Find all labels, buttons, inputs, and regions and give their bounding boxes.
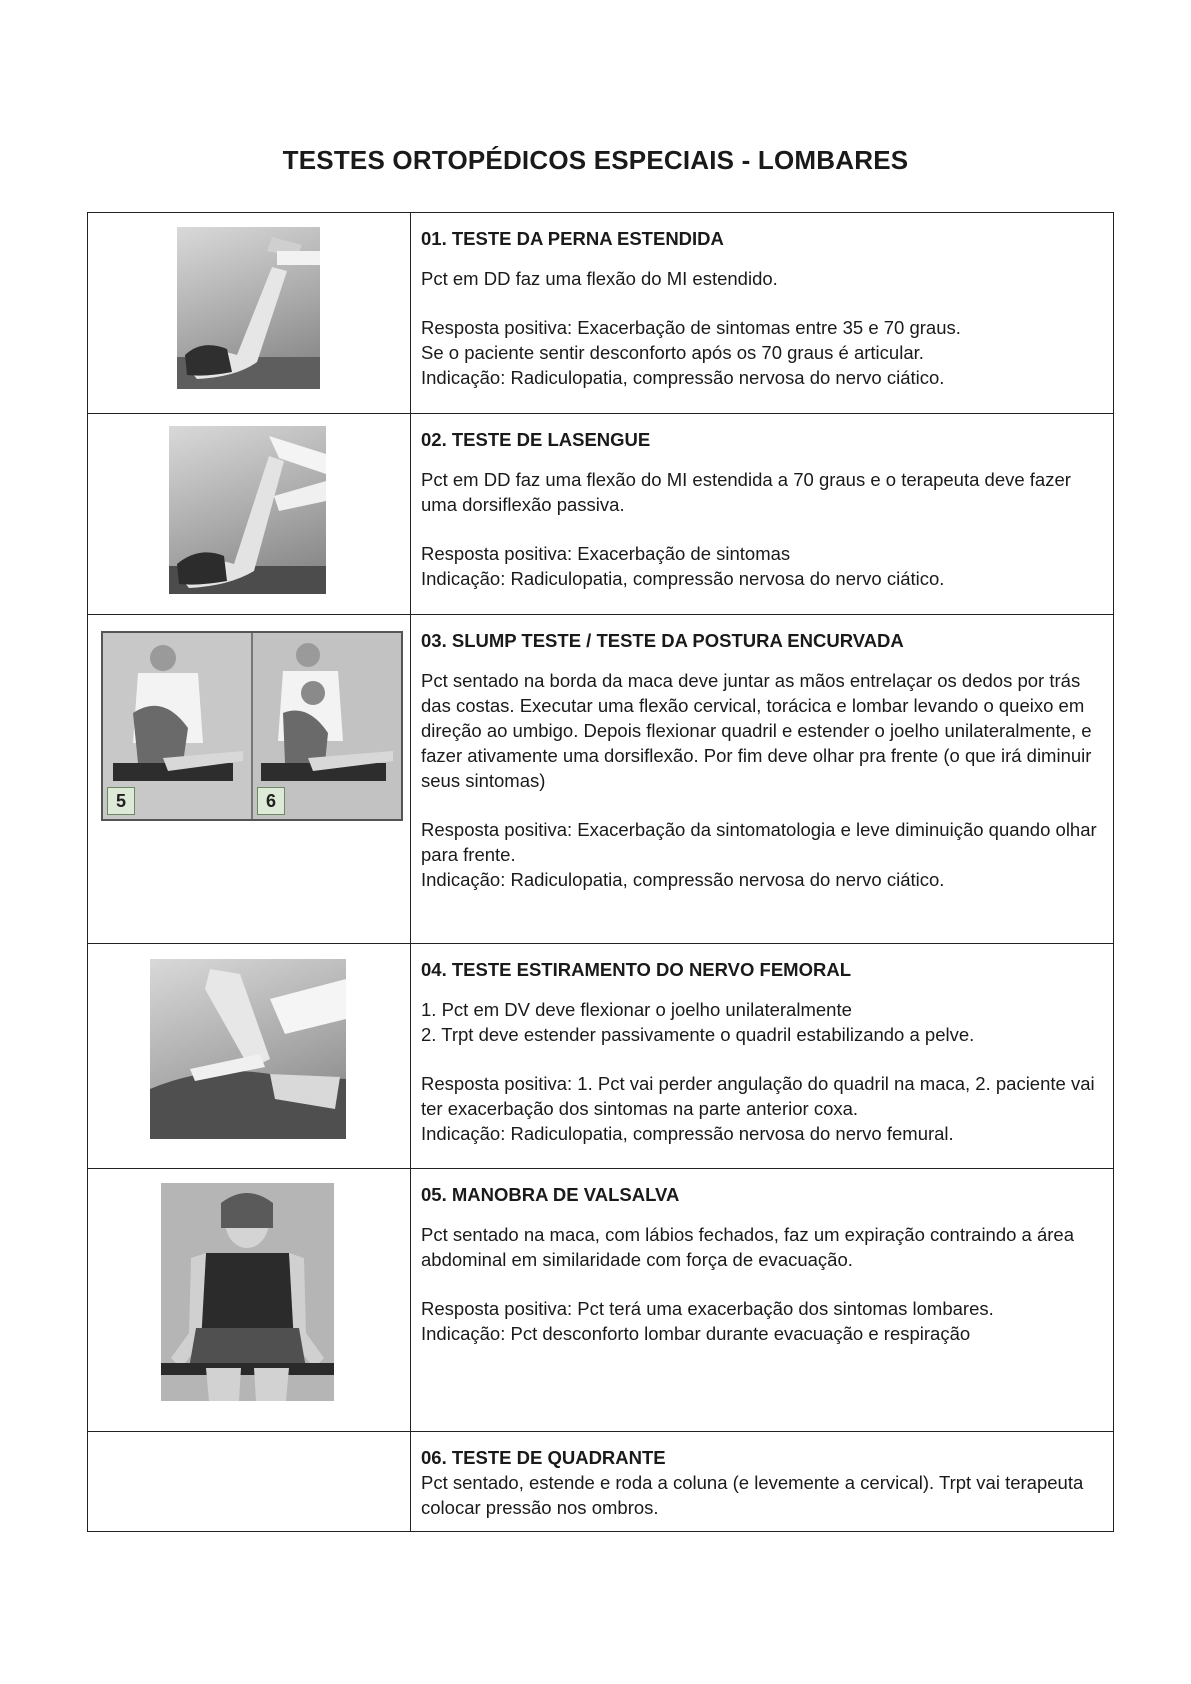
test-text-cell [411,414,1114,615]
frame-label-6: 6 [257,787,285,815]
positive-response-text: Resposta positiva: Exacerbação de sintomas [421,543,791,564]
procedure-text: Pct em DD faz uma flexão do MI estendido. [421,268,778,289]
slump-illustration [103,633,401,819]
frame-label-5: 5 [107,787,135,815]
test-image-cell [88,944,411,1169]
test-title: 06. TESTE DE QUADRANTE [421,1447,666,1468]
test-title: 05. MANOBRA DE VALSALVA [421,1184,680,1205]
test-row-05 [88,1169,1114,1432]
test-row-04 [88,944,1114,1169]
procedure-text: Pct sentado, estende e roda a coluna (e levemente a cervical). Trpt vai terapeuta colocar pressão nos ombros. [421,1472,1084,1518]
test-image-cell [88,615,411,944]
indication-text: Indicação: Radiculopatia, compressão nervosa do nervo ciático. [421,367,945,388]
test-image-cell [88,1169,411,1432]
positive-response-note: Se o paciente sentir desconforto após os 70 graus é articular. [421,342,924,363]
valsalva-illustration [161,1183,334,1401]
procedure-text: Pct sentado na maca, com lábios fechados, faz um expiração contraindo a área abdominal em similaridade com força de evacuação. [421,1224,1075,1270]
indication-text: Indicação: Radiculopatia, compressão nervosa do nervo femural. [421,1123,954,1144]
test-row-01 [88,213,1114,414]
test-text-cell [411,1169,1114,1432]
femoral-stretch-illustration [150,959,346,1139]
test-row-06 [88,1432,1114,1532]
test-text-cell [411,615,1114,944]
test-title: 01. TESTE DA PERNA ESTENDIDA [421,228,724,249]
valsalva-photo [161,1183,334,1401]
leg-raise-illustration [177,227,320,389]
test-row-03 [88,615,1114,944]
positive-response-text: Resposta positiva: Exacerbação da sintomatologia e leve diminuição quando olhar para frente. [421,819,1097,865]
positive-response-text: Resposta positiva: 1. Pct vai perder angulação do quadril na maca, 2. paciente vai ter exacerbação dos sintomas na parte anterior coxa. [421,1073,1095,1119]
positive-response-text: Resposta positiva: Pct terá uma exacerbação dos sintomas lombares. [421,1298,994,1319]
indication-text: Indicação: Radiculopatia, compressão nervosa do nervo ciático. [421,869,945,890]
lasegue-photo [169,426,326,594]
test-title: 04. TESTE ESTIRAMENTO DO NERVO FEMORAL [421,959,852,980]
indication-text: Indicação: Radiculopatia, compressão nervosa do nervo ciático. [421,568,945,589]
test-image-cell-empty [88,1432,411,1532]
test-image-cell [88,213,411,414]
tests-table [87,212,1114,1532]
test-image-cell [88,414,411,615]
test-text-cell [411,1432,1114,1532]
test-title: 03. SLUMP TESTE / TESTE DA POSTURA ENCURVADA [421,630,904,651]
lasegue-illustration [169,426,326,594]
test-text-cell [411,944,1114,1169]
test-title: 02. TESTE DE LASENGUE [421,429,651,450]
positive-response-text: Resposta positiva: Exacerbação de sintomas entre 35 e 70 graus. [421,317,961,338]
test-row-02 [88,414,1114,615]
test-text-cell [411,213,1114,414]
straight-leg-raise-photo [177,227,320,389]
indication-text: Indicação: Pct desconforto lombar durante evacuação e respiração [421,1323,971,1344]
procedure-step-2: 2. Trpt deve estender passivamente o quadril estabilizando a pelve. [421,1024,975,1045]
procedure-text: Pct sentado na borda da maca deve juntar as mãos entrelaçar os dedos por trás das costas. Executar uma flexão cervical, torácica e lombar levando o queixo em direção ao umbigo. Depois flexionar quadril e estender o joelho unilateralmente, e fazer ativamente uma dorsiflexão. Por fim deve olhar pra frente (o que irá diminuir seus sintomas) [421,670,1092,791]
procedure-text: Pct em DD faz uma flexão do MI estendida a 70 graus e o terapeuta deve fazer uma dorsiflexão passiva. [421,469,1071,515]
slump-test-photo-strip [101,631,403,821]
page-title: TESTES ORTOPÉDICOS ESPECIAIS - LOMBARES [282,145,909,175]
procedure-step-1: 1. Pct em DV deve flexionar o joelho unilateralmente [421,999,852,1020]
femoral-nerve-stretch-photo [150,959,346,1139]
